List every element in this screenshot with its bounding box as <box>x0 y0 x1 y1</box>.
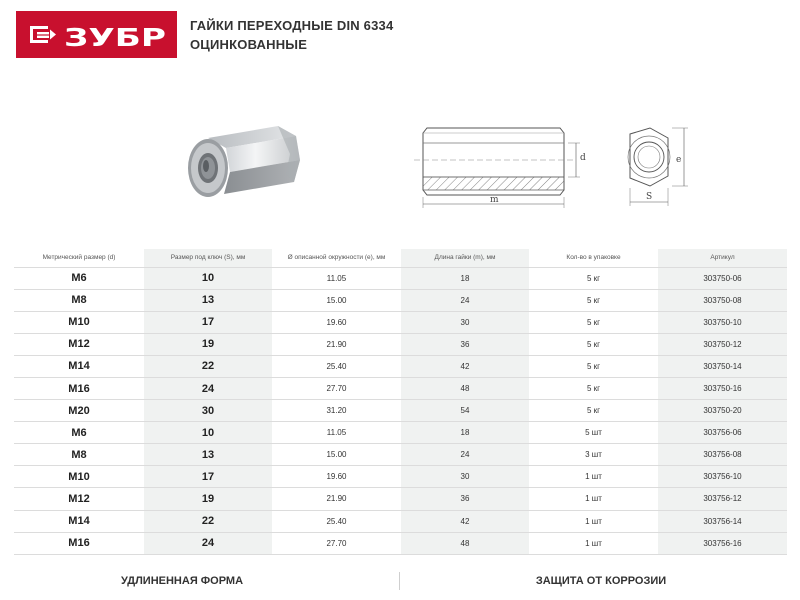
cell-article: 303750-06 <box>658 267 787 289</box>
cell-metric: M12 <box>14 333 144 355</box>
dimension-label-s: S <box>646 192 653 202</box>
cell-length: 48 <box>401 377 529 399</box>
column-header-diameter: Ø описанной окружности (e), мм <box>287 254 386 262</box>
cell-length: 18 <box>401 267 529 289</box>
cell-quantity: 5 кг <box>529 400 658 422</box>
cell-key: 19 <box>144 488 272 510</box>
cell-metric: M8 <box>14 444 144 466</box>
table-body <box>14 267 787 554</box>
cell-diameter: 11.05 <box>272 422 401 444</box>
cell-length: 42 <box>401 510 529 532</box>
cell-length: 30 <box>401 466 529 488</box>
dimension-label-e: e <box>676 155 682 165</box>
cell-key: 10 <box>144 422 272 444</box>
cell-quantity: 5 кг <box>529 355 658 377</box>
dimension-label-m: m <box>490 195 499 205</box>
cell-diameter: 19.60 <box>272 466 401 488</box>
cell-metric: M16 <box>14 532 144 554</box>
cell-article: 303750-16 <box>658 377 787 399</box>
cell-diameter: 15.00 <box>272 444 401 466</box>
column-header-article: Артикул <box>658 249 787 267</box>
cell-article: 303756-16 <box>658 532 787 554</box>
spec-table <box>14 249 787 555</box>
cell-article: 303750-08 <box>658 289 787 311</box>
cell-key: 24 <box>144 377 272 399</box>
table-row <box>14 532 787 554</box>
table-row <box>14 333 787 355</box>
cell-article: 303756-06 <box>658 422 787 444</box>
cell-metric: M6 <box>14 267 144 289</box>
technical-drawing-front <box>600 120 700 215</box>
brand-logo <box>16 11 177 58</box>
table-row <box>14 267 787 289</box>
cell-article: 303756-14 <box>658 510 787 532</box>
table-row <box>14 422 787 444</box>
cell-quantity: 5 кг <box>529 289 658 311</box>
cell-quantity: 5 кг <box>529 333 658 355</box>
cell-length: 48 <box>401 532 529 554</box>
cell-quantity: 1 шт <box>529 488 658 510</box>
cell-length: 36 <box>401 333 529 355</box>
cell-key: 30 <box>144 400 272 422</box>
cell-metric: M8 <box>14 289 144 311</box>
product-photo <box>186 124 304 204</box>
cell-quantity: 5 кг <box>529 267 658 289</box>
table-row <box>14 466 787 488</box>
footer-divider <box>399 572 400 590</box>
cell-quantity: 3 шт <box>529 444 658 466</box>
cell-key: 13 <box>144 444 272 466</box>
cell-diameter: 15.00 <box>272 289 401 311</box>
cell-diameter: 27.70 <box>272 377 401 399</box>
brand-emblem-icon <box>30 26 56 43</box>
column-header-length: Длина гайки (m), мм <box>401 249 529 267</box>
cell-key: 22 <box>144 510 272 532</box>
cell-article: 303750-20 <box>658 400 787 422</box>
table-row <box>14 311 787 333</box>
cell-diameter: 31.20 <box>272 400 401 422</box>
cell-metric: M14 <box>14 510 144 532</box>
table-row <box>14 289 787 311</box>
cell-length: 30 <box>401 311 529 333</box>
cell-diameter: 19.60 <box>272 311 401 333</box>
technical-drawing-side <box>404 120 604 215</box>
cell-key: 22 <box>144 355 272 377</box>
cell-metric: M14 <box>14 355 144 377</box>
cell-key: 17 <box>144 311 272 333</box>
table-row <box>14 377 787 399</box>
feature-elongated-shape: УДЛИНЕННАЯ ФОРМА <box>120 575 244 587</box>
cell-key: 17 <box>144 466 272 488</box>
cell-quantity: 1 шт <box>529 510 658 532</box>
cell-length: 18 <box>401 422 529 444</box>
cell-key: 13 <box>144 289 272 311</box>
cell-article: 303756-08 <box>658 444 787 466</box>
column-header-metric: Метрический размер (d) <box>42 254 116 262</box>
product-title-line-1: ГАЙКИ ПЕРЕХОДНЫЕ DIN 6334 <box>190 18 394 33</box>
column-header-key-size: Размер под ключ (S), мм <box>144 249 272 267</box>
cell-key: 19 <box>144 333 272 355</box>
brand-logo-text: ЗУБР <box>64 23 166 52</box>
cell-diameter: 25.40 <box>272 355 401 377</box>
cell-metric: M6 <box>14 422 144 444</box>
table-row <box>14 355 787 377</box>
table-row <box>14 400 787 422</box>
cell-metric: M20 <box>14 400 144 422</box>
table-row <box>14 510 787 532</box>
cell-diameter: 11.05 <box>272 267 401 289</box>
cell-length: 54 <box>401 400 529 422</box>
cell-length: 24 <box>401 444 529 466</box>
cell-metric: M10 <box>14 311 144 333</box>
cell-key: 24 <box>144 532 272 554</box>
column-header-quantity: Кол-во в упаковке <box>566 254 621 262</box>
product-title-line-2: ОЦИНКОВАННЫЕ <box>190 37 308 52</box>
feature-corrosion-protection: ЗАЩИТА ОТ КОРРОЗИИ <box>535 575 667 587</box>
dimension-label-d: d <box>580 153 586 163</box>
cell-article: 303756-10 <box>658 466 787 488</box>
cell-quantity: 1 шт <box>529 532 658 554</box>
cell-length: 42 <box>401 355 529 377</box>
cell-diameter: 27.70 <box>272 532 401 554</box>
cell-quantity: 5 кг <box>529 377 658 399</box>
cell-article: 303756-12 <box>658 488 787 510</box>
cell-diameter: 21.90 <box>272 488 401 510</box>
cell-quantity: 1 шт <box>529 466 658 488</box>
cell-diameter: 25.40 <box>272 510 401 532</box>
table-row <box>14 488 787 510</box>
cell-length: 36 <box>401 488 529 510</box>
cell-article: 303750-14 <box>658 355 787 377</box>
table-header-row <box>14 249 787 267</box>
cell-diameter: 21.90 <box>272 333 401 355</box>
table-row <box>14 444 787 466</box>
cell-quantity: 5 шт <box>529 422 658 444</box>
cell-article: 303750-10 <box>658 311 787 333</box>
cell-article: 303750-12 <box>658 333 787 355</box>
cell-metric: M12 <box>14 488 144 510</box>
cell-metric: M16 <box>14 377 144 399</box>
cell-metric: M10 <box>14 466 144 488</box>
product-title <box>190 16 393 54</box>
cell-key: 10 <box>144 267 272 289</box>
cell-length: 24 <box>401 289 529 311</box>
cell-quantity: 5 кг <box>529 311 658 333</box>
